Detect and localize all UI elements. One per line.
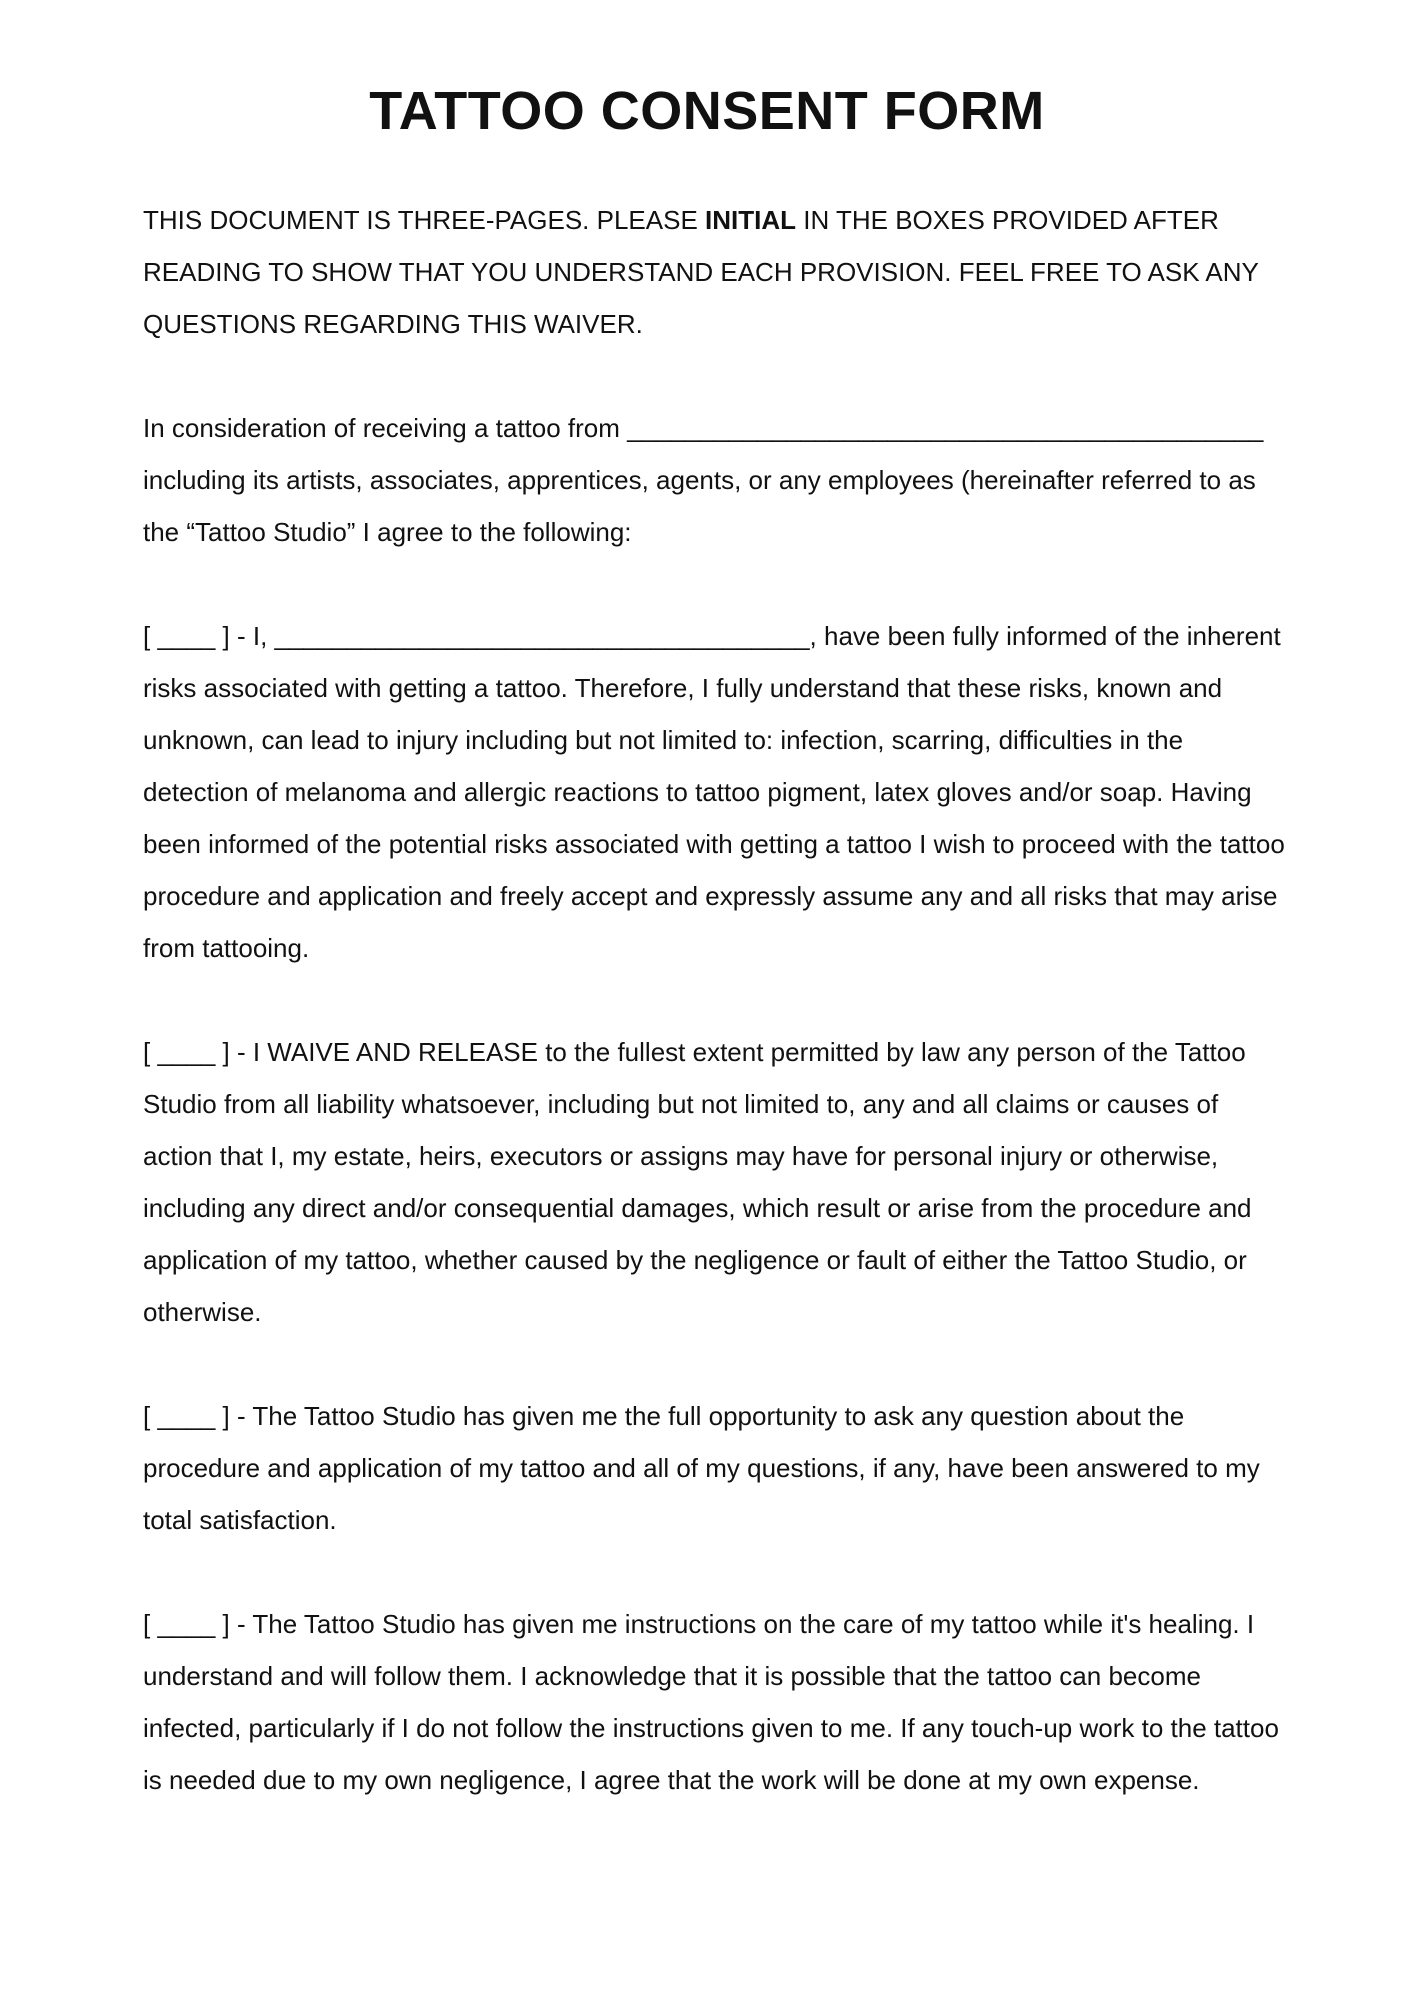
intro-text: THIS DOCUMENT IS THREE-PAGES. PLEASE xyxy=(143,205,706,235)
page-title: TATTOO CONSENT FORM xyxy=(369,81,1045,141)
intro-text-continued: IN THE BOXES PROVIDED AFTER READING TO SHOW THAT YOU UNDERSTAND EACH PROVISION. FEEL FREE TO ASK ANY QUESTIONS REGARDING THIS WAIVER. xyxy=(143,205,1259,339)
provision-questions xyxy=(143,1390,1293,1546)
initial-box[interactable]: [ ____ ] xyxy=(143,621,230,651)
provision-text: , have been fully informed of the inherent risks associated with getting a tattoo. Therefore, I fully understand that these risks, known and unknown, can lead to injury including but not limited to: infection, scarring, difficulties in the detection of melanoma and allergic reactions to tattoo pigment, latex gloves and/or soap. Having been informed of the potential risks associated with getting a tattoo I wish to proceed with the tattoo procedure and application and freely accept and expressly assume any and all risks that may arise from tattooing. xyxy=(143,621,1285,963)
provision-risks xyxy=(143,610,1293,974)
provision-waiver xyxy=(143,1026,1293,1338)
provision-text: - The Tattoo Studio has given me the full opportunity to ask any question about the procedure and application of my tattoo and all of my questions, if any, have been answered to my total satisfaction. xyxy=(143,1401,1260,1535)
intro-paragraph xyxy=(143,194,1293,350)
document-body xyxy=(143,194,1293,1858)
client-name-blank[interactable]: _____________________________________ xyxy=(274,621,810,651)
provision-text: - The Tattoo Studio has given me instructions on the care of my tattoo while it's healing. I understand and will follow them. I acknowledge that it is possible that the tattoo can become infected, particularly if I do not follow the instructions given to me. If any touch-up work to the tattoo is needed due to my own negligence, I agree that the work will be done at my own expense. xyxy=(143,1609,1279,1795)
provision-text: - I WAIVE AND RELEASE to the fullest extent permitted by law any person of the Tattoo Studio from all liability whatsoever, including but not limited to, any and all claims or causes of action that I, my estate, heirs, executors or assigns may have for personal injury or otherwise, including any direct and/or consequential damages, which result or arise from the procedure and application of my tattoo, whether caused by the negligence or fault of either the Tattoo Studio, or otherwise. xyxy=(143,1037,1252,1327)
initial-box[interactable]: [ ____ ] xyxy=(143,1037,230,1067)
studio-name-blank[interactable]: ____________________________________________ xyxy=(627,413,1264,443)
provision-aftercare xyxy=(143,1598,1293,1806)
initial-box[interactable]: [ ____ ] xyxy=(143,1609,230,1639)
provision-lead: - I, xyxy=(229,621,275,651)
initial-emphasis: INITIAL xyxy=(705,205,797,235)
consideration-paragraph xyxy=(143,402,1293,558)
initial-box[interactable]: [ ____ ] xyxy=(143,1401,230,1431)
consideration-lead: In consideration of receiving a tattoo from xyxy=(143,413,628,443)
consideration-text: including its artists, associates, apprentices, agents, or any employees (hereinafter referred to as the “Tattoo Studio” I agree to the following: xyxy=(143,465,1256,547)
